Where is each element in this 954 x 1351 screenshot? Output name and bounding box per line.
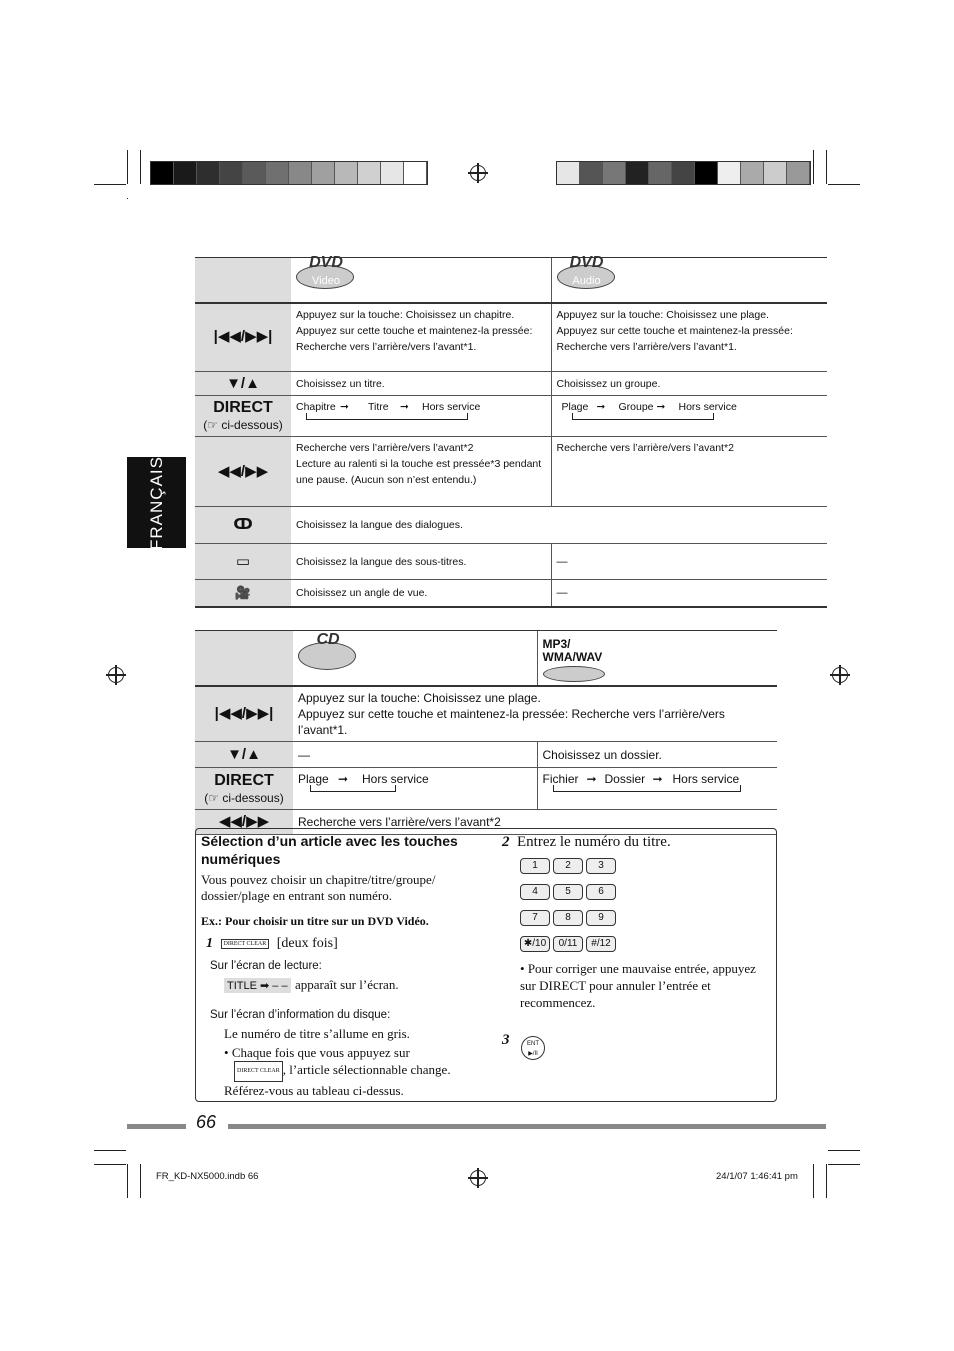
crop-mark	[127, 1164, 128, 1198]
key-3[interactable]: 3	[586, 858, 616, 874]
dvd-audio-logo: DVD Audio	[557, 265, 615, 289]
cd-direct-flow: Plage ➞ Hors service	[298, 771, 532, 803]
color-bar-left	[150, 161, 428, 185]
crop-mark	[127, 198, 128, 199]
up-down-icon: ▼/▲	[195, 372, 291, 396]
crop-mark	[826, 1164, 827, 1198]
footer-timestamp: 24/1/07 1:46:41 pm	[716, 1171, 798, 1182]
mp3-direct-flow: Fichier ➞ Dossier ➞ Hors service	[543, 771, 773, 803]
crop-mark	[140, 1164, 141, 1198]
dvd-video-logo: DVD Video	[296, 265, 354, 289]
disc-info-label: Sur l’écran d’information du disque:	[210, 1009, 391, 1021]
audio-language-icon: ↀ	[195, 507, 291, 544]
screen-label: Sur l’écran de lecture:	[210, 960, 322, 972]
skip-icon: |◀◀/▶▶|	[195, 686, 293, 742]
footer-bar-right	[228, 1124, 826, 1129]
box-intro: Vous pouvez choisir un chapitre/titre/groupe/ dossier/plage en entrant son numéro.	[201, 872, 436, 903]
footer-file: FR_KD-NX5000.indb 66	[156, 1171, 259, 1182]
box-title: Sélection d’un article avec les touches numériques	[201, 833, 458, 867]
step-3: 3	[502, 1032, 510, 1048]
box-example: Ex.: Pour choisir un titre sur un DVD Vidéo.	[201, 914, 429, 928]
crop-mark	[826, 150, 827, 184]
key-1[interactable]: 1	[520, 858, 550, 874]
crop-mark	[94, 1164, 126, 1165]
bullet-1: • Chaque fois que vous appuyez sur DIRECT CLEAR , l’article sélectionnable change. Référez-vous au tableau ci-dessus.	[224, 1045, 451, 1098]
key-12[interactable]: #/12	[586, 936, 616, 952]
disc-info-text: Le numéro de titre s’allume en gris.	[224, 1026, 410, 1041]
registration-mark-icon	[108, 667, 124, 683]
key-6[interactable]: 6	[586, 884, 616, 900]
mp3-wma-wav-logo: MP3/ WMA/WAV	[543, 638, 611, 682]
key-2[interactable]: 2	[553, 858, 583, 874]
language-side-tab: FRANÇAIS	[127, 457, 186, 548]
search-icon: ◀◀/▶▶	[195, 437, 291, 507]
direct-clear-button-icon: DIRECT CLEAR	[221, 939, 270, 949]
key-11[interactable]: 0/11	[553, 936, 583, 952]
subtitle-icon: ▭	[195, 544, 291, 580]
step-2: 2 Entrez le numéro du titre.	[502, 834, 671, 850]
key-9[interactable]: 9	[586, 910, 616, 926]
crop-mark	[828, 1164, 860, 1165]
direct-clear-button-icon: DIRECT CLEAR	[234, 1061, 283, 1082]
angle-icon: 🎥	[195, 580, 291, 607]
registration-mark-icon	[832, 667, 848, 683]
crop-mark	[127, 150, 128, 184]
enter-button-icon: ENT ▶/II	[521, 1036, 545, 1060]
crop-mark	[813, 150, 814, 184]
title-display-tag: TITLE ➡ – –	[224, 978, 291, 993]
footer-bar-left	[127, 1124, 186, 1129]
dvd-audio-direct-flow: Plage ➞ Groupe ➞ Hors service	[557, 399, 823, 431]
cd-logo: CD	[298, 642, 356, 670]
crop-mark	[828, 184, 860, 185]
color-bar-right	[556, 161, 811, 185]
search-icon: ◀◀/▶▶	[195, 810, 293, 835]
crop-mark	[828, 1150, 860, 1151]
key-7[interactable]: 7	[520, 910, 550, 926]
crop-mark	[94, 184, 126, 185]
dvd-operations-table: DVD Video DVD Audio |◀◀/▶▶| Appuyez sur la touche: Choisissez un chapitre. Appuyez sur cette touche et maintenez-la pressée: Recherche vers l’arrière/vers l’avant*1. Appuyez sur la touche: Choisissez une plage. Appuyez sur cette touche et maintenez-la pressée: Recherche vers l’arrière/vers l’avant*1. ▼/▲ Choisissez un titre. Choisissez un groupe. DIRECT (☞ ci-dessous) Chapitre ➞ Titre ➞ Hors service Plage ➞ Groupe ➞ Hors service ◀◀/▶▶ Recherche vers l’arrière/vers l’avant*2 Lecture au ralenti si la touche est pressée*3 pendant une pause. (Aucun son n’est entendu.) Recherche vers l’arrière/vers l’avant*2 ↀ Choisissez la langue des dialogues. ▭ Choisissez la langue des sous-titres. — 🎥 Choisissez un angle de vue. —	[195, 257, 827, 608]
crop-mark	[140, 150, 141, 184]
registration-mark-icon	[470, 165, 486, 181]
dvd-video-direct-flow: Chapitre ➞ Titre ➞ Hors service	[296, 399, 546, 431]
key-5[interactable]: 5	[553, 884, 583, 900]
screen-text: apparaît sur l’écran.	[295, 977, 399, 992]
page-number: 66	[196, 1112, 217, 1132]
registration-mark-icon	[470, 1170, 486, 1186]
direct-label: DIRECT (☞ ci-dessous)	[195, 768, 293, 810]
key-10[interactable]: ✱/10	[520, 936, 550, 952]
up-down-icon: ▼/▲	[195, 742, 293, 768]
cd-operations-table: CD MP3/ WMA/WAV |◀◀/▶▶| Appuyez sur la touche: Choisissez une plage. Appuyez sur cette touche et maintenez-la pressée: Recherche vers l’arrière/vers l’avant*1. ▼/▲ — Choisissez un dossier. DIRECT (☞ ci-dessous) Plage ➞ Hors service Fichier ➞ Dossier ➞ Hors service ◀◀/▶▶ Recherche vers l’arrière/vers l’avant*2	[195, 630, 777, 835]
key-4[interactable]: 4	[520, 884, 550, 900]
crop-mark	[813, 1164, 814, 1198]
bullet-2: • Pour corriger une mauvaise entrée, appuyez sur DIRECT pour annuler l’entrée et recommencez.	[520, 961, 756, 1010]
crop-mark	[94, 1150, 126, 1151]
key-8[interactable]: 8	[553, 910, 583, 926]
skip-icon: |◀◀/▶▶|	[195, 303, 291, 372]
direct-label: DIRECT (☞ ci-dessous)	[195, 396, 291, 437]
step-1: 1 DIRECT CLEAR [deux fois]	[206, 936, 338, 951]
